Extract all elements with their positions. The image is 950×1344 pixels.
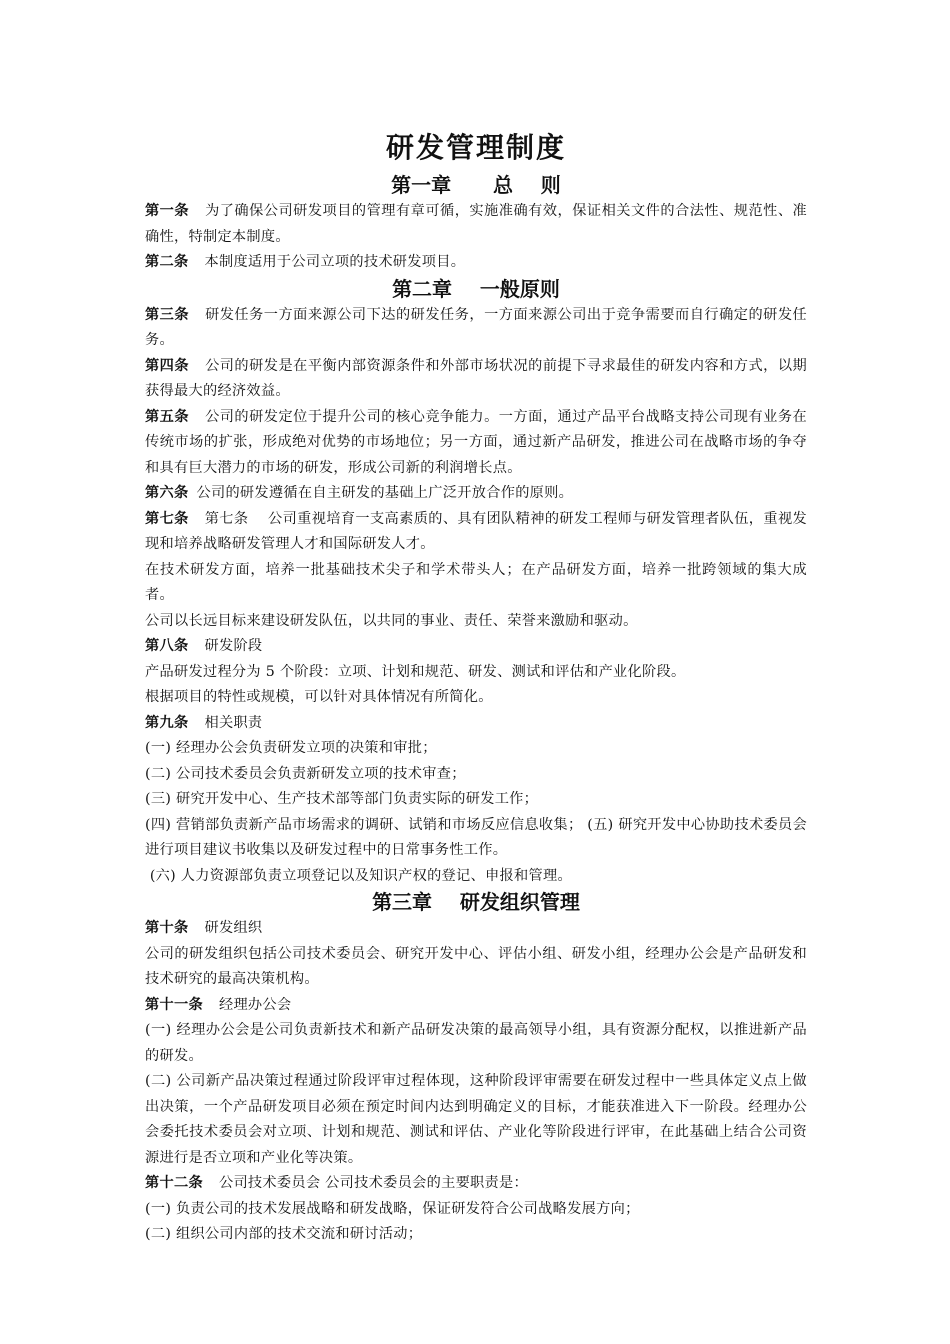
article-11-item-1: (一) 经理办公会是公司负责新技术和新产品研发决策的最高领导小组，具有资源分配权，以推进新产品的研发。	[145, 1022, 807, 1064]
article-9-item-2: (二) 公司技术委员会负责新研发立项的技术审查；	[145, 765, 466, 782]
article-12-text: 公司技术委员会 公司技术委员会的主要职责是：	[218, 1175, 529, 1191]
article-10-label: 第十条	[145, 920, 189, 936]
article-6	[145, 481, 807, 507]
article-1	[145, 199, 807, 250]
article-5-label: 第五条	[145, 408, 190, 425]
article-12-item-2: (二) 组织公司内部的技术交流和研讨活动；	[145, 1226, 423, 1242]
article-2	[145, 250, 807, 276]
article-7-paragraph-2: 在技术研发方面，培养一批基础技术尖子和学术带头人；在产品研发方面，培养一批跨领域的集大成者。	[145, 561, 807, 603]
article-8-paragraph-2: 产品研发过程分为 5 个阶段：立项、计划和规范、研发、测试和评估和产业化阶段。	[145, 663, 686, 680]
article-7-label: 第七条	[145, 510, 189, 527]
article-11	[145, 993, 807, 1019]
article-3-text: 研发任务一方面来源公司下达的研发任务，一方面来源公司出于竞争需要而自行确定的研发任务。	[145, 306, 807, 348]
chapter-2-heading: 第二章 一般原则	[392, 276, 560, 301]
article-9	[145, 711, 807, 737]
chapter-1-heading: 第一章 总 则	[391, 173, 561, 197]
article-8-text: 研发阶段	[204, 638, 263, 654]
article-3-label: 第三条	[145, 306, 190, 323]
article-2-text: 本制度适用于公司立项的技术研发项目。	[204, 254, 466, 270]
article-11-label: 第十一条	[145, 996, 203, 1013]
article-10-paragraph-2: 公司的研发组织包括公司技术委员会、研究开发中心、评估小组、研发小组，经理办公会是产品研发和技术研究的最高决策机构。	[145, 945, 807, 987]
article-4-label: 第四条	[145, 357, 190, 374]
article-4	[145, 354, 807, 405]
article-5	[145, 405, 807, 482]
article-11-item-2: (二) 公司新产品决策过程通过阶段评审过程体现，这种阶段评审需要在研发过程中一些具体定义点上做出决策，一个产品研发项目必须在预定时间内达到明确定义的目标，才能获准进入下一阶段。经理办公会委托技术委员会对立项、计划和规范、测试和评估、产业化等阶段进行评审，在此基础上结合公司资源进行是否立项和产业化等决策。	[145, 1073, 807, 1166]
document-page	[145, 128, 807, 1248]
article-10-text: 研发组织	[204, 920, 263, 936]
article-7-paragraph-3: 公司以长远目标来建设研发队伍，以共同的事业、责任、荣誉来激励和驱动。	[145, 612, 638, 629]
article-7	[145, 507, 807, 558]
article-8	[145, 634, 807, 660]
article-12-label: 第十二条	[145, 1175, 203, 1191]
article-9-label: 第九条	[145, 714, 189, 731]
article-9-item-6: (六) 人力资源部负责立项登记以及知识产权的登记、申报和管理。	[145, 867, 572, 884]
article-3	[145, 303, 807, 354]
article-9-item-1: (一) 经理办公会负责研发立项的决策和审批；	[145, 740, 437, 756]
article-7-text: 第七条 公司重视培育一支高素质的、具有团队精神的研发工程师与研发管理者队伍，重视发现和培养战略研发管理人才和国际研发人才。	[145, 510, 807, 552]
chapter-3-heading: 第三章 研发组织管理	[372, 890, 580, 914]
article-9-text: 相关职责	[204, 714, 263, 731]
article-8-label: 第八条	[145, 638, 189, 654]
article-6-label: 第六条	[145, 485, 189, 501]
article-11-text: 经理办公会	[218, 996, 292, 1013]
article-5-text: 公司的研发定位于提升公司的核心竞争能力。一方面，通过产品平台战略支持公司现有业务在传统市场的扩张，形成绝对优势的市场地位；另一方面，通过新产品研发，推进公司在战略市场的争夺和具有巨大潜力的市场的研发，形成公司新的利润增长点。	[145, 408, 807, 476]
article-9-item-3: (三) 研究开发中心、生产技术部等部门负责实际的研发工作；	[145, 791, 539, 807]
article-10	[145, 916, 807, 942]
article-12-item-1: (一) 负责公司的技术发展战略和研发战略，保证研发符合公司战略发展方向；	[145, 1200, 640, 1217]
article-6-text: 公司的研发遵循在自主研发的基础上广泛开放合作的原则。	[196, 485, 574, 501]
article-8-paragraph-3: 根据项目的特性或规模，可以针对具体情况有所简化。	[145, 689, 493, 705]
article-1-text: 为了确保公司研发项目的管理有章可循，实施准确有效，保证相关文件的合法性、规范性、准确性，特制定本制度。	[145, 203, 807, 245]
article-12	[145, 1171, 807, 1197]
article-1-label: 第一条	[145, 203, 190, 219]
document-title: 研发管理制度	[385, 131, 566, 164]
article-2-label: 第二条	[145, 254, 189, 270]
article-4-text: 公司的研发是在平衡内部资源条件和外部市场状况的前提下寻求最佳的研发内容和方式，以期获得最大的经济效益。	[145, 357, 807, 399]
article-9-item-4: (四) 营销部负责新产品市场需求的调研、试销和市场反应信息收集； (五) 研究开发中心协助技术委员会进行项目建议书收集以及研发过程中的日常事务性工作。	[145, 816, 807, 858]
